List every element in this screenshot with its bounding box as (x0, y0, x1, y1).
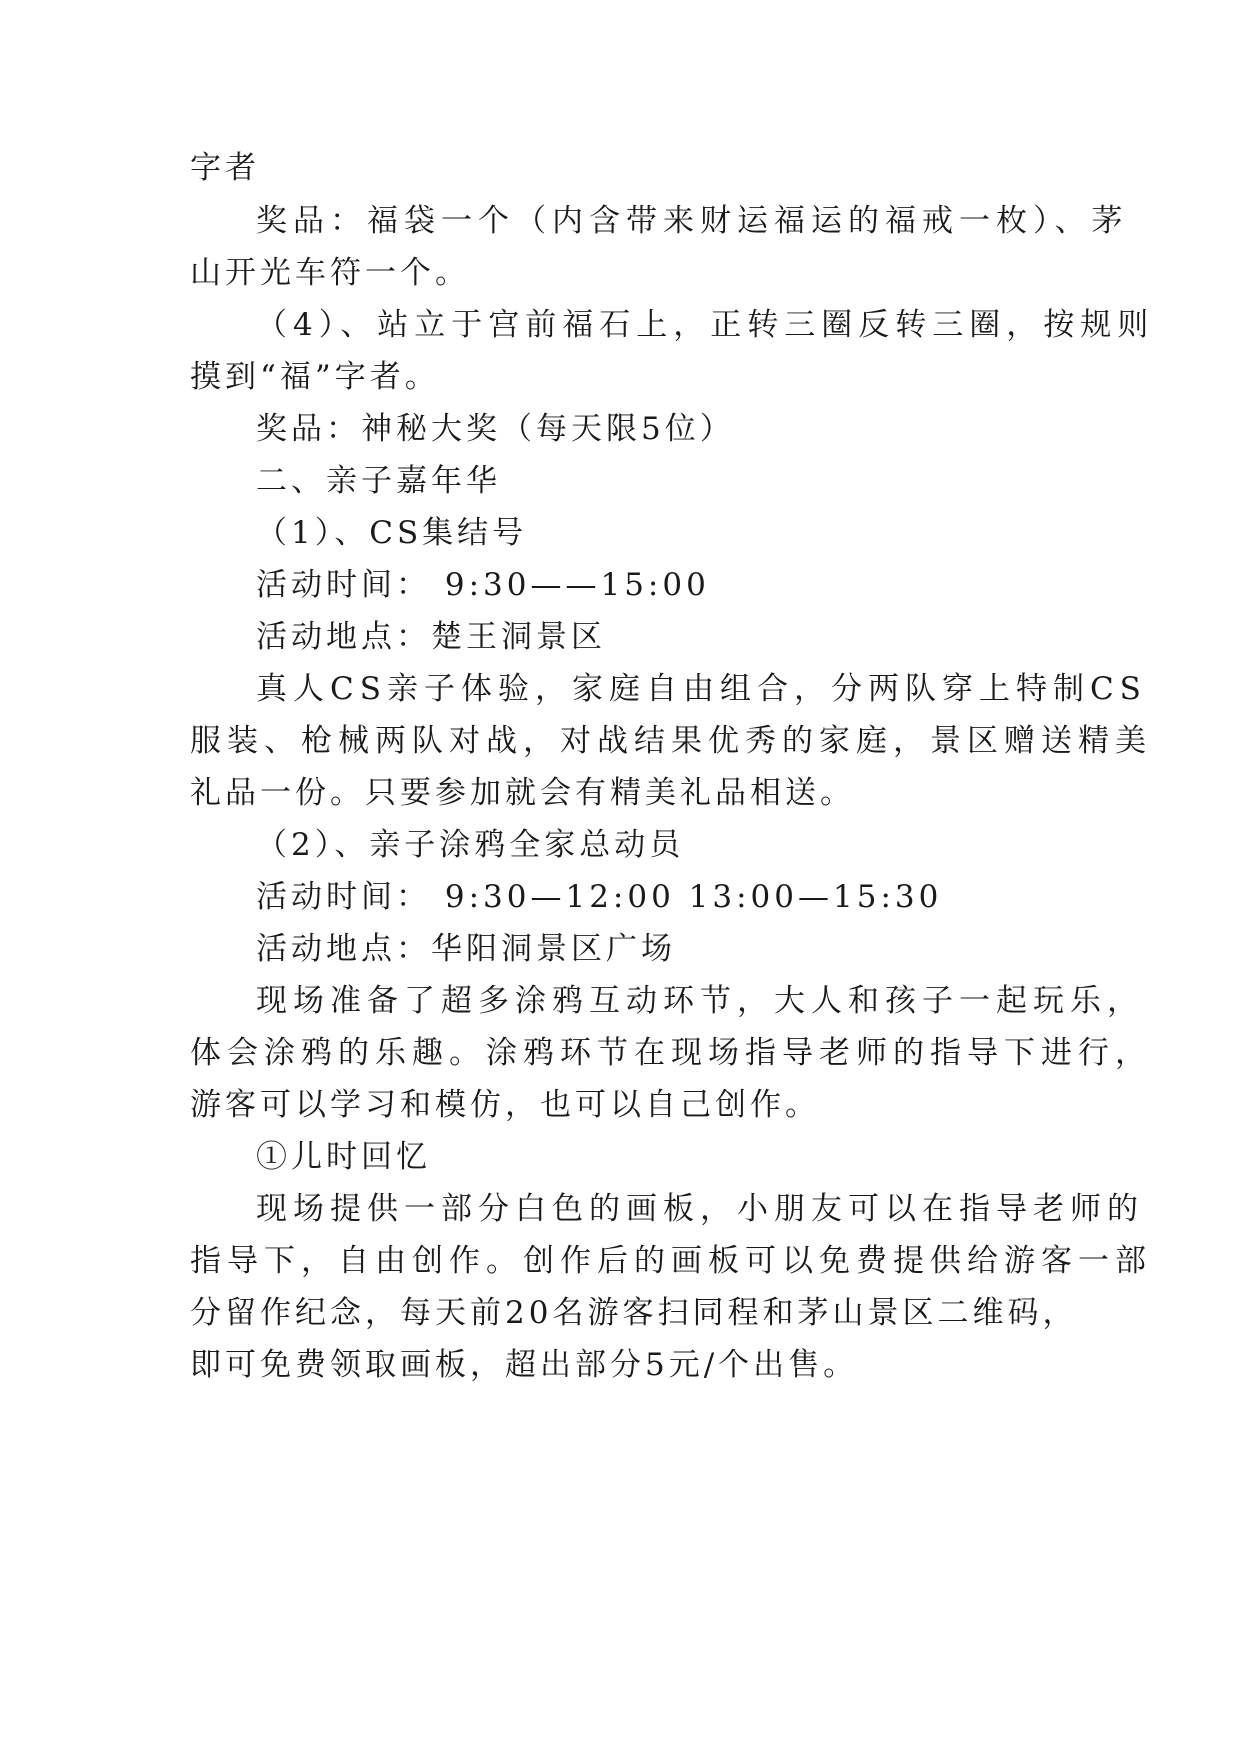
text-line: 山开光车符一个。 (190, 255, 470, 291)
subsection-heading: （1）、CS集结号 (256, 515, 528, 551)
text-line: 奖品：神秘大奖（每天限5位） (256, 411, 735, 447)
text-line: 活动时间： 9:30—12:00 13:00—15:30 (256, 879, 943, 915)
text-line: 即可免费领取画板，超出部分5元/个出售。 (190, 1347, 859, 1383)
text-line: 活动地点：华阳洞景区广场 (256, 931, 676, 967)
item-heading: ①儿时回忆 (256, 1139, 431, 1175)
text-line: 礼品一份。只要参加就会有精美礼品相送。 (190, 775, 855, 811)
text-line: 体会涂鸦的乐趣。涂鸦环节在现场指导老师的指导下进行， (190, 1035, 1152, 1071)
text-line: 现场提供一部分白色的画板，小朋友可以在指导老师的 (256, 1191, 1144, 1227)
subsection-heading: （2）、亲子涂鸦全家总动员 (256, 827, 685, 863)
text-line: （4）、站立于宫前福石上，正转三圈反转三圈，按规则 (256, 307, 1155, 343)
text-line: 字者 (190, 150, 260, 186)
text-line: 分留作纪念，每天前20名游客扫同程和茅山景区二维码， (190, 1295, 1078, 1331)
text-line: 活动地点：楚王洞景区 (256, 619, 606, 655)
text-line: 指导下，自由创作。创作后的画板可以免费提供给游客一部 (190, 1243, 1152, 1279)
text-line: 奖品：福袋一个（内含带来财运福运的福戒一枚）、茅 (256, 203, 1129, 239)
text-line: 真人CS亲子体验，家庭自由组合，分两队穿上特制CS (256, 671, 1147, 707)
text-line: 活动时间： 9:30——15:00 (256, 567, 710, 603)
text-line: 游客可以学习和模仿，也可以自己创作。 (190, 1087, 820, 1123)
text-line: 服装、枪械两队对战，对战结果优秀的家庭，景区赠送精美 (190, 723, 1152, 759)
text-line: 摸到“福”字者。 (190, 359, 440, 395)
section-heading: 二、亲子嘉年华 (256, 463, 501, 499)
text-line: 现场准备了超多涂鸦互动环节，大人和孩子一起玩乐， (256, 983, 1144, 1019)
